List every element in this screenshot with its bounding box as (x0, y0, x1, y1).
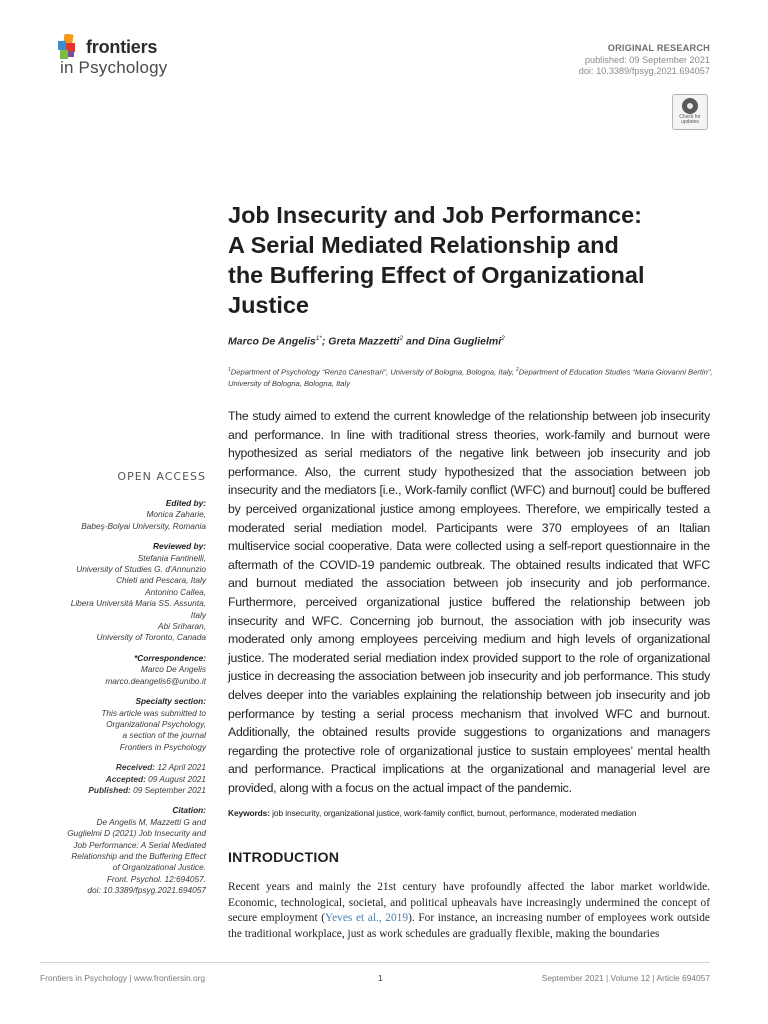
footer-issue-info: September 2021 | Volume 12 | Article 694057 (541, 973, 710, 983)
affiliation-text: Department of Education Studies “Maria Giovanni Bertin”, University of Bologna, Bologna, Italy (228, 367, 713, 389)
affiliation-number: 2 (515, 367, 519, 373)
date-label: Accepted: (105, 773, 146, 784)
sidebar-line: Organizational Psychology, (106, 718, 206, 729)
sidebar-line: Libera Università Maria SS. Assunta, (70, 598, 206, 609)
check-updates-label-1: Check for (679, 114, 701, 120)
reviewed-by-section (40, 541, 206, 644)
citation-section (40, 805, 206, 896)
affiliations (228, 365, 718, 390)
article-doi: doi: 10.3389/fpsyg.2021.694057 (578, 66, 710, 76)
check-for-updates-button[interactable] (672, 94, 708, 130)
sidebar-line: Antonino Callea, (145, 586, 206, 597)
sidebar-line: Job Performance: A Serial Mediated (73, 839, 206, 850)
check-updates-label-2: updates (681, 119, 699, 126)
section-heading: Reviewed by: (152, 541, 206, 552)
sidebar-line: University of Studies G. d'Annunzio (76, 564, 206, 575)
edited-by-section (40, 498, 206, 532)
sidebar-line: Front. Psychol. 12:694057. (106, 873, 206, 884)
date-value: 09 August 2021 (145, 773, 206, 784)
open-access-label: OPEN ACCESS (117, 470, 206, 483)
sidebar-line: Marco De Angelis (140, 664, 206, 675)
date-value: 09 September 2021 (130, 784, 206, 795)
author-affiliation-mark: 2 (399, 335, 404, 342)
title-line: Justice (228, 292, 309, 318)
author-name[interactable]: Dina Guglielmi (427, 335, 502, 348)
section-heading-introduction: INTRODUCTION (228, 850, 340, 866)
frontiers-logo-icon (58, 34, 80, 60)
intro-text: ). For instance, an increasing number of employees work outside the traditional workplace, just as work schedules are gradually flexible, making the boundaries (228, 912, 710, 940)
sidebar-line: Stefania Fantinelli, (137, 552, 206, 563)
title-line: Job Insecurity and Job Performance: (228, 202, 642, 228)
correspondence-email-link[interactable]: marco.deangelis6@unibo.it (105, 675, 206, 686)
sidebar-line: of Organizational Justice. (112, 862, 206, 873)
affiliation-text: Department of Psychology “Renzo Canestrari”, University of Bologna, Bologna, Italy, (230, 367, 516, 377)
intro-text: Recent years and mainly the 21st century have profoundly affected the labor market worldwide. Economic, technological, societal, and political upheavals have increasingly undermined the concept of secure employment ( (228, 881, 710, 925)
section-heading: *Correspondence: (134, 652, 206, 663)
abstract: The study aimed to extend the current knowledge of the relationship between job insecurity and performance. In line with traditional stress theories, work-family and burnout were hypothesized as serial mediators of the negative link between job insecurity and job performance. Also, the current study hypothesized that the association between job insecurity and the mediators [i.e., Work-family conflict (WFC) and burnout] could be buffered by perceived organizational justice among employees. Therefore, we empirically tested a moderated serial mediation model. Participants were 370 employees of an Italian multiservice social cooperative. Data were collected using a self-report questionnaire in the aftermath of the COVID-19 pandemic outbreak. The obtained results indicated that WFC and burnout mediated the association between job insecurity and job performance. Furthermore, perceived organizational justice buffered the relationship between job insecurity and WFC. Concerning job burnout, the association with job insecurity was moderated only among employees perceiving medium and high levels of organizational justice. The moderated serial mediation index provided support to the role of organizational justice in decreasing the association between job insecurity and job performance. This study delves deeper into the variables explaining the relationship between job insecurity and job performance by testing a serial process mechanism that involved WFC and burnout. Additionally, the obtained results provide suggestions to organizations and managers regarding the protective role of organizational justice to sustain employees’ mental health and performance. Practical implications at the organizational and managerial level are provided, along with a focus on the actual impact of the pandemic. (228, 409, 710, 795)
correspondence-section (40, 653, 206, 687)
sidebar-line: University of Toronto, Canada (96, 632, 206, 643)
specialty-section (40, 696, 206, 753)
title-line: A Serial Mediated Relationship and (228, 232, 619, 258)
date-received (40, 762, 206, 773)
sidebar-line: Babeş-Bolyai University, Romania (81, 520, 206, 531)
sidebar-line: De Angelis M, Mazzetti G and (96, 816, 206, 827)
section-heading: Edited by: (165, 498, 206, 508)
dates-section (40, 762, 206, 796)
section-heading: Citation: (172, 805, 206, 816)
keywords-list: job insecurity, organizational justice, work-family conflict, burnout, performance, moderated mediation (269, 808, 637, 818)
author-name[interactable]: Marco De Angelis (228, 335, 316, 348)
author-name[interactable]: Greta Mazzetti (328, 335, 400, 348)
footer-divider (40, 962, 710, 963)
date-label: Published: (88, 784, 131, 795)
keywords-label: Keywords: (228, 808, 270, 818)
check-updates-icon (682, 98, 698, 114)
sidebar-line: Italy (190, 609, 206, 620)
date-label: Received: (115, 762, 156, 773)
title-line: the Buffering Effect of Organizational (228, 262, 645, 288)
sidebar-line: Abi Sriharan, (158, 621, 206, 632)
keywords (228, 808, 718, 818)
introduction-paragraph (228, 880, 710, 942)
article-info-sidebar (40, 498, 206, 906)
author-affiliation-mark: 1* (315, 335, 322, 342)
author-separator: ; (321, 335, 329, 348)
date-published (40, 785, 206, 796)
sidebar-line: Frontiers in Psychology (119, 741, 206, 752)
sidebar-line: This article was submitted to (101, 707, 206, 718)
footer-journal-link[interactable]: Frontiers in Psychology | www.frontiersin.org (40, 973, 206, 983)
article-title (228, 200, 728, 320)
published-date: published: 09 September 2021 (584, 55, 710, 65)
section-heading: Specialty section: (135, 696, 206, 707)
page-number: 1 (378, 973, 383, 983)
journal-brand-subtitle: in Psychology (60, 58, 168, 77)
author-separator: and (403, 335, 428, 348)
article-type: ORIGINAL RESEARCH (607, 43, 710, 53)
citation-doi-link[interactable]: doi: 10.3389/fpsyg.2021.694057 (87, 885, 206, 896)
author-list (228, 335, 505, 348)
sidebar-line: Monica Zaharie, (146, 509, 206, 520)
date-accepted (40, 774, 206, 785)
sidebar-line: Guglielmi D (2021) Job Insecurity and (67, 828, 206, 839)
affiliation-number: 1 (228, 367, 231, 373)
citation-link[interactable]: Yeves et al., 2019 (325, 912, 409, 925)
journal-brand-name: frontiers (86, 37, 158, 57)
sidebar-line: a section of the journal (122, 730, 206, 741)
author-affiliation-mark: 2 (501, 335, 505, 342)
date-value: 12 April 2021 (155, 762, 206, 773)
sidebar-line: Chieti and Pescara, Italy (116, 575, 206, 586)
sidebar-line: Relationship and the Buffering Effect (71, 850, 206, 861)
